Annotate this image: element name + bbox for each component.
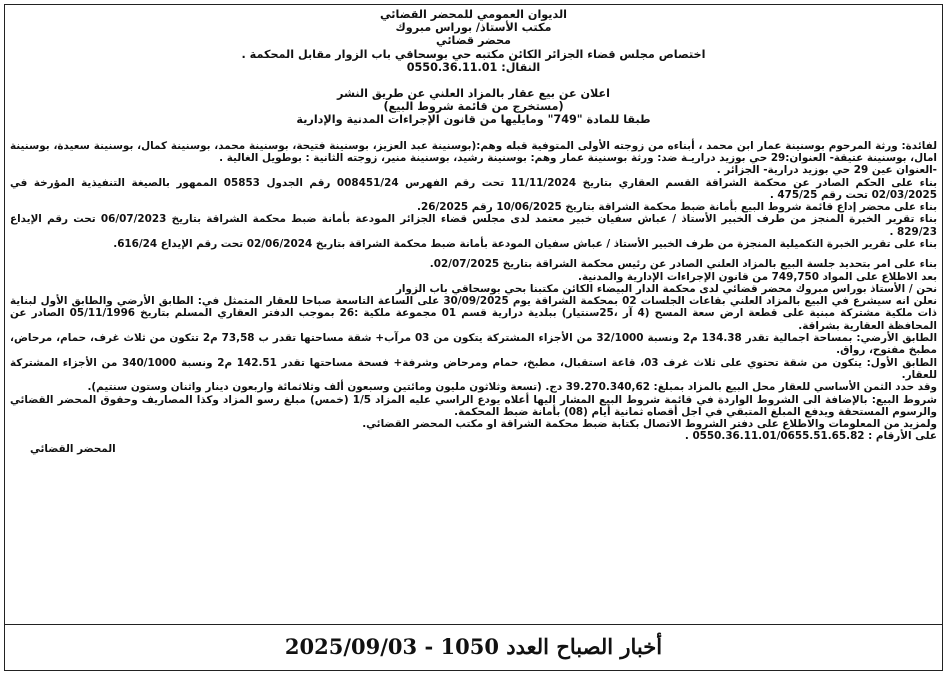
expert-report-paragraph: بناء تقرير الخبرة المنجز من طرف الخبير الأستاذ / عباش سفيان خبير معتمد لدى مجلس قضاء الجزائر المودعة بأمانة ضبط محكمة الشراقة بتاريخ 06/07/2023 تحت رقم الإيداع 829/23 . [10,213,937,238]
judgment-paragraph: بناء على الحكم الصادر عن محكمة الشراقة القسم العقاري بتاريخ 11/11/2024 تحت رقم الفهرس 008451/24 رقم الجدول 05853 الممهور بالصيغة التنفيذية المؤرخة في 02/03/2025 تحت رقم 475/25 . [10,176,938,201]
first-floor-paragraph: الطابق الأول: يتكون من شقة تحتوي على ثلاث غرف 03، قاعة استقبال، مطبخ، حمام ومرحاض وشرفة+ فسحة مساحتها تقدر 142.51 م2 ونسبة 340/1000 من الأجزاء المشتركة للعقار. [10,356,938,381]
parties-address: -العنوان عين 29 حي بوزيد درارية- الجزائر . [716,164,937,177]
contact-paragraph: ولمزيد من المعلومات والاطلاع على دفتر الشروط الاتصال بكتابة ضبط محكمة الشراقة او مكتب المحضر القضائي. [362,418,937,431]
legal-notice [10,8,937,455]
notice-legal-basis: طبقا للمادة "749" ومايليها من قانون الإجراءات المدنية والإدارية [296,113,651,127]
ground-floor-paragraph: الطابق الأرضي: بمساحة اجمالية تقدر 134.38 م2 ونسبة 32/1000 من الأجزاء المشتركة يتكون من 03 مرآب+ شقة مساحتها تقدر ب 73,58 م2 تتكون من ثلاث غرف، حمام، مرحاض، مطبخ مفتوح، رواق. [10,332,938,357]
hearing-order-paragraph: بناء على امر بتحديد جلسة البيع بالمزاد العلني الصادر عن رئيس محكمة الشراقة بتاريخ 02/07/2025. [429,258,937,271]
notice-title: اعلان عن بيع عقار بالمزاد العلني عن طريق النشر [336,87,610,101]
sale-announcement-paragraph: نعلن انه سيشرع في البيع بالمزاد العلني بقاعات الجلسات 02 بمحكمة الشراقة يوم 30/09/2025 على الساعة التاسعة صباحا للعقار المتمثل في: الطابق الأرضي والطابق الأول لبناية ذات ملكية مشتركة مبنية على قطعة ارض سعة المسح (4 آر ،25سنتيار) ببلدية درارية قسم 01 مجموعة ملكية :26 بموجب الدفتر العقاري المسلم بتاريخ 05/11/1996 الصادر عن المحافظة العقارية بشراقة. [10,295,938,332]
office-name: الديوان العمومي للمحضر القضائي [379,8,568,21]
base-price-paragraph: وقد حدد الثمن الأساسي للعقار محل البيع بالمزاد بمبلغ: 39.270.340,62 دج. (تسعة وثلاثون مليون ومائتين وسبعون ألف وثلاثمائة واربعون دينار واثنان وستون سنتيم). [87,381,937,394]
office-holder: مكتب الأستاذ/ بوراس مبروك [395,21,552,35]
office-role: محضر قضائي [436,34,511,48]
complementary-report-paragraph: بناء على تقرير الخبرة التكميلية المنجزة من طرف الخبير الأستاذ / عباش سفيان المودعة بأمانة ضبط محكمة الشراقة بتاريخ 02/06/2024 تحت رقم الإيداع 616/24. [113,238,937,250]
sale-conditions-paragraph: شروط البيع: بالإضافة الى الشروط الواردة في قائمة شروط البيع المشار اليها أعلاه يودع الراسي عليه المزاد 1/5 (خمس) مبلغ رسو المزاد وكذا المصاريف وحقوق المحضر القضائي والرسوم المستحقة ويدفع المبلغ المتبقي في اجل أقصاه ثمانية أيام (08) بأمانة ضبط المحكمة. [10,393,937,418]
office-phone: النقال: 0550.36.11.01 [406,60,541,74]
footer-divider [4,624,943,625]
parties-paragraph: لفائدة: ورثة المرحوم بوسنينة عمار ابن محمد ، أبناءه من زوجته الأولى المتوفية قبله وهم:(بوسنينة عبد العزيز، بوسنينة فتيحة، بوسنينة محمد، بوسنينة كمال، بوسنينة سعيدة، بوسنينة امال، بوسنينة عتيقة- العنوان:29 حي بوزيد دراريـة ضد: ورثة بوسنينة عمار وهم: بوسنينة رشيد، بوسنينة منير، زوجته الثانية : بوطويل الغالية . [10,139,937,164]
bailiff-paragraph: نحن / الأستاذ بوراس مبروك محضر قضائي لدى محكمة الدار البيضاء الكائن مكتبنا بحي بوسحاقي باب الزوار [395,282,937,295]
signature: المحضر القضائي [30,442,116,455]
conditions-deposit-paragraph: بناء على محضر إداع قائمة شروط البيع بأمانة ضبط محكمة الشراقة بتاريخ 10/06/2025 رقم 26/2025. [417,201,937,214]
office-jurisdiction: اختصاص مجلس قضاء الجزائر الكائن مكتبه حي بوسحاقي باب الزوار مقابل المحكمة . [241,47,706,61]
contact-numbers: على الأرقام : 0550.36.11.01/0655.51.65.82 . [684,430,937,443]
notice-subtitle: (مستخرج من قائمة شروط البيع) [383,100,564,114]
articles-paragraph: بعد الاطلاع على المواد 749,750 من قانون الإجراءات الإدارية والمدنية. [578,270,937,283]
newspaper-footer: أخبار الصباح العدد 1050 - 2025/09/03 [284,634,663,659]
